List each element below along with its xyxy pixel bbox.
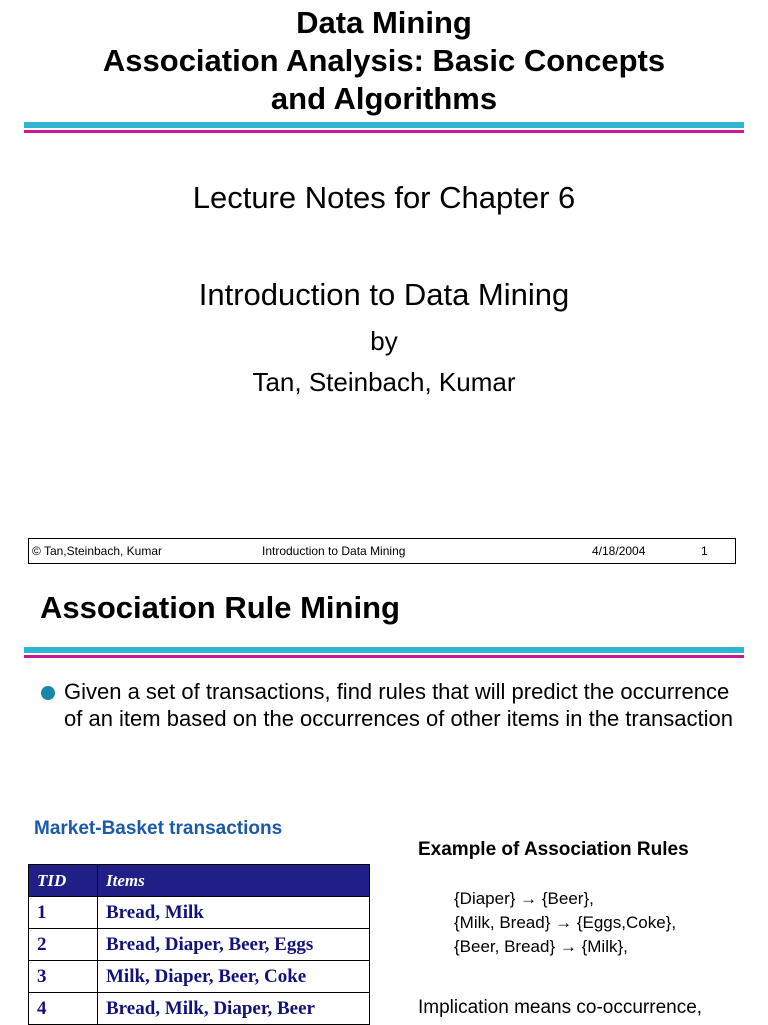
slide1-authors: Tan, Steinbach, Kumar xyxy=(252,367,516,397)
table-row xyxy=(29,993,370,1025)
slide1-title-line-2: Association Analysis: Basic Concepts xyxy=(102,43,666,78)
slide1-by: by xyxy=(370,326,398,356)
slide1-book-title: Introduction to Data Mining xyxy=(198,277,570,312)
slide1-footer xyxy=(28,538,736,564)
slide1-title-line-1: Data Mining xyxy=(296,5,472,40)
rule-line: {Diaper} → {Beer}, xyxy=(454,889,594,908)
slide2-divider-magenta xyxy=(24,655,744,658)
implication-text: Implication means co-occurrence, xyxy=(418,997,703,1018)
example-rules-title: Example of Association Rules xyxy=(418,839,689,860)
slide1-title-line-3: and Algorithms xyxy=(270,81,498,116)
slide2-bullet-text: Given a set of transactions, find rules that will predict the occurrence of an item based on the occurrences of other items in the transaction xyxy=(64,679,733,731)
slide1-divider-cyan xyxy=(24,122,744,128)
table-cell-items: Bread, Milk, Diaper, Beer xyxy=(98,993,370,1025)
slide2-divider-cyan xyxy=(24,647,744,653)
footer-course: Introduction to Data Mining xyxy=(262,544,406,558)
slide1-divider-magenta xyxy=(24,130,744,133)
slide1-title xyxy=(0,4,768,118)
rule-line: {Beer, Bread} → {Milk}, xyxy=(454,937,628,956)
example-rules-list xyxy=(454,887,676,959)
table-cell-tid: 1 xyxy=(29,897,98,929)
table-row xyxy=(29,961,370,993)
footer-date: 4/18/2004 xyxy=(592,544,646,558)
table-cell-items: Milk, Diaper, Beer, Coke xyxy=(98,961,370,993)
footer-copyright: © Tan,Steinbach, Kumar xyxy=(32,544,163,558)
table-header-tid: TID xyxy=(29,865,98,897)
table-cell-items: Bread, Milk xyxy=(98,897,370,929)
footer-page-number: 1 xyxy=(701,544,708,558)
slide2-title: Association Rule Mining xyxy=(40,590,400,625)
table-cell-tid: 2 xyxy=(29,929,98,961)
bullet-icon xyxy=(41,686,55,700)
slide1-subtitle: Lecture Notes for Chapter 6 xyxy=(192,180,576,215)
table-cell-tid: 4 xyxy=(29,993,98,1025)
transactions-table xyxy=(28,864,370,1025)
table-cell-items: Bread, Diaper, Beer, Eggs xyxy=(98,929,370,961)
table-cell-tid: 3 xyxy=(29,961,98,993)
table-caption: Market-Basket transactions xyxy=(34,818,283,839)
table-header-items: Items xyxy=(98,865,370,897)
table-header-row xyxy=(29,865,370,897)
table-row xyxy=(29,897,370,929)
table-row xyxy=(29,929,370,961)
rule-line: {Milk, Bread} → {Eggs,Coke}, xyxy=(454,913,677,932)
